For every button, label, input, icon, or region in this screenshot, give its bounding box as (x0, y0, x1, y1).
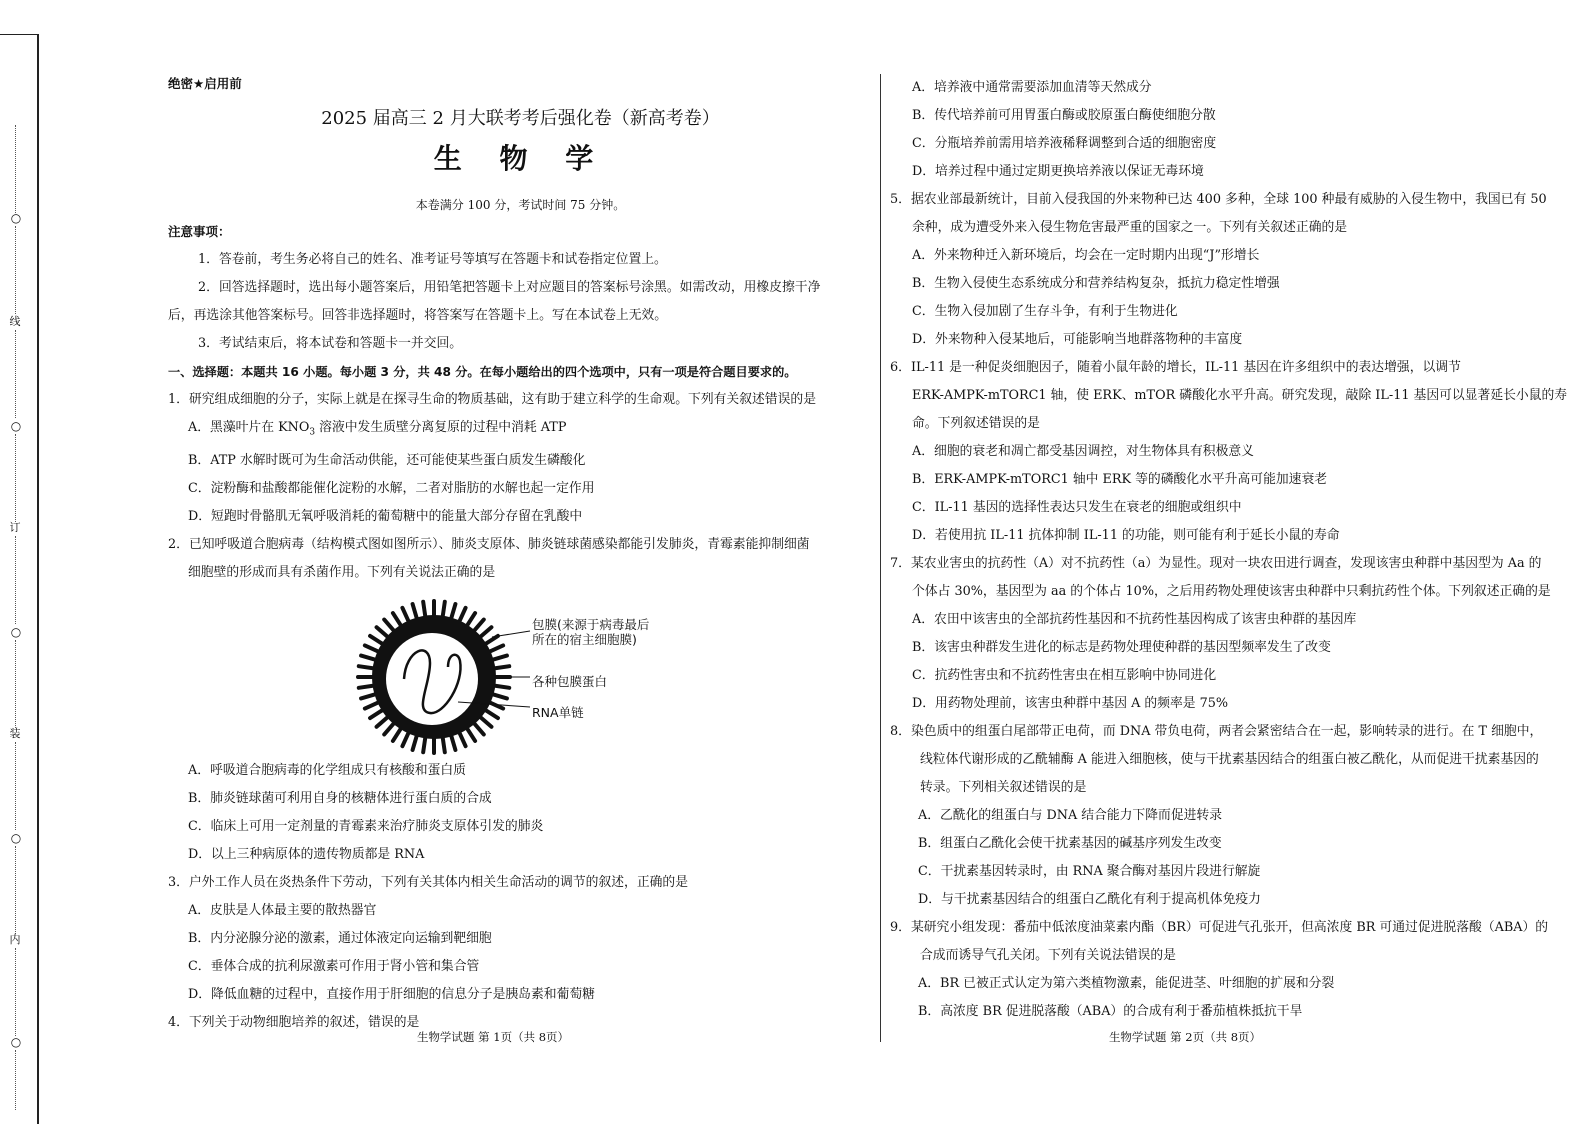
binding-dotted-line (15, 640, 16, 728)
q6-stem: 6．IL-11 是一种促炎细胞因子，随着小鼠年龄的增长，IL-11 基因在许多组织中的表达增强，以调节 (890, 360, 1461, 375)
envelope-spike (377, 627, 389, 637)
envelope-spike (459, 607, 466, 622)
binding-circle: ○ (10, 1035, 22, 1049)
secret-mark: 绝密★启用前 (168, 76, 242, 91)
q4-option-b: B．传代培养前可用胃蛋白酶或胶原蛋白酶使细胞分散 (912, 108, 1216, 123)
q1-stem: 1．研究组成细胞的分子，实际上就是在探寻生命的物质基础，这有助于建立科学的生命观。下列有关叙述错误的是 (168, 392, 816, 407)
envelope-spike (402, 607, 409, 622)
envelope-spike (473, 722, 483, 734)
binding-circle: ○ (10, 625, 22, 639)
q1-option-a-text-end: 溶液中发生质壁分离复原的过程中消耗 ATP (315, 420, 567, 435)
q2-stem: 2．已知呼吸道合胞病毒（结构模式图如图所示）、肺炎支原体、肺炎链球菌感染都能引发肺炎，青霉素能抑制细菌 (168, 536, 810, 552)
fig-label-rna: RNA单链 (532, 704, 584, 720)
q3-option-b: B．内分泌腺分泌的激素，通过体液定向运输到靶细胞 (188, 930, 492, 946)
binding-circle: ○ (10, 211, 22, 225)
envelope-spike (459, 731, 466, 746)
q9-option-a: A．BR 已被正式认定为第六类植物激素，能促进茎、叶细胞的扩展和分裂 (918, 976, 1335, 991)
q1-option-a-subscript: 3 (309, 427, 316, 438)
q1-option-b: B．ATP 水解时既可为生命活动供能，还可能使某些蛋白质发生磷酸化 (188, 452, 586, 468)
q5-stem: 5．据农业部最新统计，目前入侵我国的外来物种已达 400 多种，全球 100 种最有威胁的入侵生物中，我国已有 50 (890, 192, 1547, 207)
envelope-spike (413, 734, 418, 749)
q7-option-d: D．用药物处理前，该害虫种群中基因 A 的频率是 75% (912, 696, 1229, 711)
q2-option-c: C．临床上可用一定剂量的青霉素来治疗肺炎支原体引发的肺炎 (188, 818, 544, 834)
envelope-spike (493, 666, 509, 668)
binding-circle: ○ (10, 831, 22, 845)
envelope-spike (361, 693, 376, 698)
q1-option-a-text: A．黑藻叶片在 KNO (188, 420, 310, 435)
q5-stem-cont: 余种，成为遭受外来入侵生物危害最严重的国家之一。下列有关叙述正确的是 (912, 220, 1348, 235)
envelope-spike (402, 731, 409, 746)
q6-option-a: A．细胞的衰老和凋亡都受基因调控，对生物体具有积极意义 (912, 444, 1254, 459)
envelope-spike (393, 727, 402, 740)
binding-dotted-line (15, 846, 16, 934)
binding-dotted-line (15, 434, 16, 522)
envelope-spike (443, 601, 445, 617)
envelope-spike (466, 727, 475, 740)
column-divider (880, 74, 881, 1042)
q8-option-b: B．组蛋白乙酰化会使干扰素基因的碱基序列发生改变 (918, 836, 1222, 851)
binding-char-xian: 线 (9, 315, 21, 328)
note-item-2: 2．回答选择题时，选出每小题答案后，用铅笔把答题卡上对应题目的答案标号涂黑。如需改动，用橡皮擦干净 (198, 280, 821, 295)
binding-border-line (37, 34, 39, 1124)
envelope-spike (384, 722, 394, 734)
envelope-spike (370, 635, 383, 644)
envelope-spike (492, 655, 507, 660)
envelope-spike (443, 736, 445, 752)
q2-stem-cont: 细胞壁的形成而具有杀菌作用。下列有关说法正确的是 (188, 564, 496, 580)
notes-heading: 注意事项： (168, 224, 231, 239)
q1-option-c: C．淀粉酶和盐酸都能催化淀粉的水解，二者对脂肪的水解也起一定作用 (188, 480, 595, 496)
envelope-spike (359, 666, 375, 668)
envelope-spike (423, 601, 425, 617)
envelope-spike (489, 645, 504, 652)
q2-option-a: A．呼吸道合胞病毒的化学组成只有核酸和蛋白质 (188, 762, 466, 778)
q8-stem-cont: 线粒体代谢形成的乙酰辅酶 A 能进入细胞核，使与干扰素基因结合的组蛋白被乙酰化，从而促进干扰素基因的 (920, 752, 1539, 767)
q8-option-a: A．乙酰化的组蛋白与 DNA 结合能力下降而促进转录 (918, 808, 1223, 823)
q5-option-c: C．生物入侵加剧了生存斗争，有利于生物进化 (912, 304, 1178, 319)
envelope-spike (479, 627, 491, 637)
q7-option-a: A．农田中该害虫的全部抗药性基因和不抗药性基因构成了该害虫种群的基因库 (912, 612, 1357, 627)
binding-char-ding: 订 (9, 521, 21, 534)
envelope-spike (393, 613, 402, 626)
fig-label-envelope: 包膜(来源于病毒最后 (532, 616, 650, 632)
q9-stem-cont: 合成而诱导气孔关闭。下列有关说法错误的是 (920, 948, 1176, 963)
envelope-spike (413, 604, 418, 619)
binding-circle: ○ (10, 419, 22, 433)
binding-dotted-line (15, 330, 16, 418)
binding-dotted-line (15, 742, 16, 830)
envelope-spike (466, 613, 475, 626)
binding-dotted-line (15, 536, 16, 624)
binding-dotted-line (15, 125, 16, 213)
q9-stem: 9．某研究小组发现：番茄中低浓度油菜素内酯（BR）可促进气孔张开，但高浓度 BR 可通过促进脱落酸（ABA）的 (890, 920, 1549, 935)
envelope-spike (370, 709, 383, 718)
q4-option-d: D．培养过程中通过定期更换培养液以保证无毒环境 (912, 164, 1204, 179)
binding-dotted-line (15, 948, 16, 1036)
page-footer-right: 生物学试题 第 2页（共 8页） (1108, 1030, 1262, 1044)
q3-option-c: C．垂体合成的抗利尿激素可作用于肾小管和集合管 (188, 958, 480, 974)
binding-dotted-line (15, 226, 16, 314)
page-left-column (168, 74, 873, 1037)
envelope-spike (493, 685, 509, 687)
q8-stem-cont-2: 转录。下列相关叙述错误的是 (920, 780, 1087, 795)
q6-option-c: C．IL-11 基因的选择性表达只发生在衰老的细胞或组织中 (912, 500, 1242, 515)
virus-figure (168, 587, 873, 757)
note-item-2-cont: 后，再选涂其他答案标号。回答非选择题时，将答案写在答题卡上。写在本试卷上无效。 (168, 308, 668, 323)
section-heading: 一、选择题：本题共 16 小题。每小题 3 分，共 48 分。在每小题给出的四个选项中，只有一项是符合题目要求的。 (168, 365, 797, 379)
q1-option-a (168, 414, 873, 447)
envelope-spike (361, 655, 376, 660)
exam-info: 本卷满分 100 分，考试时间 75 分钟。 (415, 198, 626, 212)
envelope-spike (479, 716, 491, 726)
exam-title: 2025 届高三 2 月大联考考后强化卷（新高考卷） (321, 108, 720, 129)
subject-title: 生 物 学 (433, 142, 608, 175)
q8-option-c: C．干扰素基因转录时，由 RNA 聚合酶对基因片段进行解旋 (918, 864, 1261, 879)
fig-label-envelope-2: 所在的宿主细胞膜) (532, 631, 637, 647)
q7-option-c: C．抗药性害虫和不抗药性害虫在相互影响中协同进化 (912, 668, 1217, 683)
q5-option-a: A．外来物种迁入新环境后，均会在一定时期内出现“J”形增长 (912, 248, 1260, 263)
q6-stem-cont: ERK-AMPK-mTORC1 轴，使 ERK、mTOR 磷酸化水平升高。研究发现，敲除 IL-11 基因可以显著延长小鼠的寿 (912, 388, 1568, 403)
q5-option-b: B．生物入侵使生态系统成分和营养结构复杂，抵抗力稳定性增强 (912, 276, 1280, 291)
q6-option-d: D．若使用抗 IL-11 抗体抑制 IL-11 的功能，则可能有利于延长小鼠的寿命 (912, 528, 1340, 543)
q5-option-d: D．外来物种入侵某地后，可能影响当地群落物种的丰富度 (912, 332, 1243, 347)
q4-stem: 4．下列关于动物细胞培养的叙述，错误的是 (168, 1014, 420, 1030)
q6-stem-cont-2: 命。下列叙述错误的是 (912, 416, 1040, 431)
q2-option-d: D．以上三种病原体的遗传物质都是 RNA (188, 846, 425, 862)
envelope-spike (365, 645, 380, 652)
envelope-spike (384, 619, 394, 631)
q3-option-d: D．降低血糖的过程中，直接作用于肝细胞的信息分子是胰岛素和葡萄糖 (188, 986, 595, 1002)
envelope-spike (359, 685, 375, 687)
envelope-spike (492, 693, 507, 698)
binding-char-nei: 内 (9, 933, 21, 946)
q1-option-d: D．短跑时骨骼肌无氧呼吸消耗的葡萄糖中的能量大部分存留在乳酸中 (188, 508, 583, 524)
virus-core (386, 633, 478, 725)
envelope-spike (484, 709, 497, 718)
binding-dotted-line (15, 1050, 16, 1110)
envelope-spike (377, 716, 389, 726)
q6-option-b: B．ERK-AMPK-mTORC1 轴中 ERK 等的磷酸化水平升高可能加速衰老 (912, 472, 1328, 487)
envelope-spike (365, 701, 380, 708)
note-item-1: 1．答卷前，考生务必将自己的姓名、准考证号等填写在答题卡和试卷指定位置上。 (198, 252, 667, 267)
envelope-spike (423, 736, 425, 752)
page-right-column (890, 74, 1580, 1026)
q8-option-d: D．与干扰素基因结合的组蛋白乙酰化有利于提高机体免疫力 (918, 892, 1261, 907)
q4-option-a: A．培养液中通常需要添加血清等天然成分 (912, 80, 1152, 95)
page-footer-left: 生物学试题 第 1页（共 8页） (416, 1030, 570, 1044)
q4-option-c: C．分瓶培养前需用培养液稀释调整到合适的细胞密度 (912, 136, 1217, 151)
q7-stem: 7．某农业害虫的抗药性（A）对不抗药性（a）为显性。现对一块农田进行调查，发现该害虫种群中基因型为 Aa 的 (890, 556, 1542, 571)
envelope-spike (451, 734, 456, 749)
q3-option-a: A．皮肤是人体最主要的散热器官 (188, 902, 377, 918)
q9-option-b: B．高浓度 BR 促进脱落酸（ABA）的合成有利于番茄植株抵抗干旱 (918, 1004, 1303, 1019)
envelope-spike (473, 619, 483, 631)
q3-stem: 3．户外工作人员在炎热条件下劳动，下列有关其体内相关生命活动的调节的叙述，正确的是 (168, 874, 689, 890)
binding-top-line (0, 34, 38, 35)
q7-option-b: B．该害虫种群发生进化的标志是药物处理使种群的基因型频率发生了改变 (912, 640, 1331, 655)
virus-diagram (168, 587, 873, 757)
q7-stem-cont: 个体占 30%，基因型为 aa 的个体占 10%，之后用药物处理使该害虫种群中只剩抗药性个体。下列叙述正确的是 (912, 584, 1551, 599)
binding-char-zhuang: 装 (9, 727, 21, 740)
binding-margin (0, 0, 40, 1122)
q2-option-b: B．肺炎链球菌可利用自身的核糖体进行蛋白质的合成 (188, 790, 492, 806)
envelope-spike (451, 604, 456, 619)
envelope-spike (484, 635, 497, 644)
q8-stem: 8．染色质中的组蛋白尾部带正电荷，而 DNA 带负电荷，两者会紧密结合在一起，影响转录的进行。在 T 细胞中， (890, 724, 1543, 739)
note-item-3: 3．考试结束后，将本试卷和答题卡一并交回。 (198, 336, 463, 351)
fig-label-proteins: 各种包膜蛋白 (532, 673, 608, 689)
